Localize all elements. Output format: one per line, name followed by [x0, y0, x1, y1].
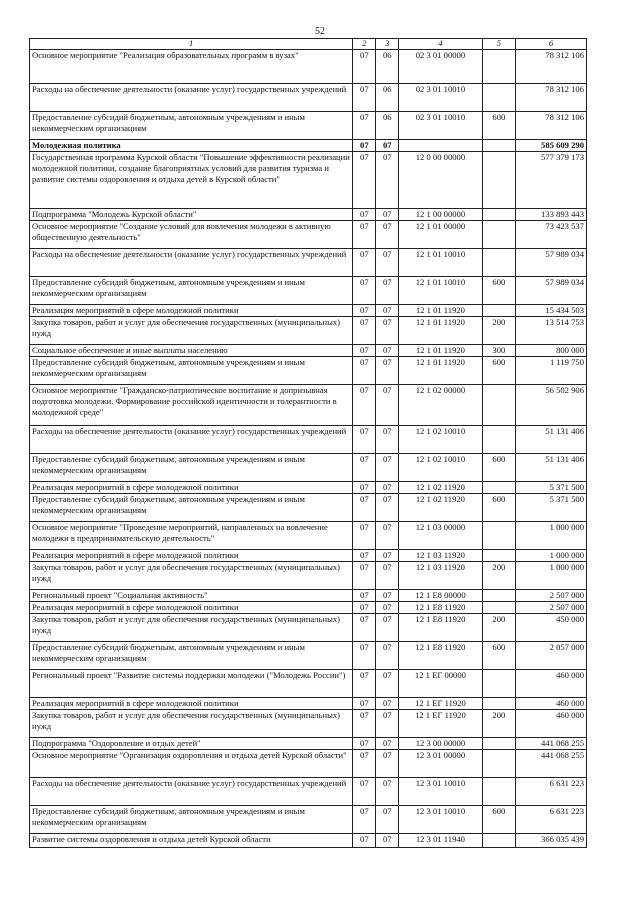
section-code: 07	[353, 152, 376, 209]
budget-item-name: Предоставление субсидий бюджетным, автономным учреждениям и иным некоммерческим организациям	[30, 112, 353, 140]
section-code: 07	[353, 277, 376, 305]
budget-item-name: Предоставление субсидий бюджетным, автономным учреждениям и иным некоммерческим организациям	[30, 357, 353, 385]
table-row	[30, 426, 587, 454]
budget-item-name: Основное мероприятие "Создание условий для вовлечения молодежи в активную общественную деятельность"	[30, 221, 353, 249]
table-row	[30, 614, 587, 642]
subsection-code: 07	[376, 277, 399, 305]
table-row	[30, 454, 587, 482]
table-row	[30, 112, 587, 140]
budget-item-name: Закупка товаров, работ и услуг для обеспечения государственных (муниципальных) нужд	[30, 614, 353, 642]
expense-type-code	[482, 550, 515, 562]
budget-item-name: Реализация мероприятий в сфере молодежной политики	[30, 698, 353, 710]
subsection-code: 07	[376, 670, 399, 698]
target-article-code: 12 1 03 11920	[399, 550, 482, 562]
amount: 78 312 106	[516, 50, 587, 84]
expense-type-code	[482, 778, 515, 806]
budget-item-name: Социальное обеспечение и иные выплаты населению	[30, 345, 353, 357]
table-row	[30, 305, 587, 317]
expense-type-code	[482, 84, 515, 112]
expense-type-code	[482, 750, 515, 778]
target-article-code: 12 1 02 10010	[399, 426, 482, 454]
subsection-code: 07	[376, 221, 399, 249]
expense-type-code: 600	[482, 277, 515, 305]
table-row	[30, 277, 587, 305]
subsection-code: 06	[376, 84, 399, 112]
table-row	[30, 778, 587, 806]
budget-item-name: Предоставление субсидий бюджетным, автономным учреждениям и иным некоммерческим организациям	[30, 494, 353, 522]
target-article-code: 02 3 01 10010	[399, 112, 482, 140]
target-article-code: 12 1 EГ 11920	[399, 698, 482, 710]
table-row	[30, 710, 587, 738]
target-article-code: 12 1 01 10010	[399, 249, 482, 277]
table-row	[30, 642, 587, 670]
target-article-code: 12 1 E8 00000	[399, 590, 482, 602]
expense-type-code	[482, 834, 515, 848]
table-row	[30, 522, 587, 550]
expense-type-code	[482, 140, 515, 152]
expense-type-code: 300	[482, 345, 515, 357]
amount: 5 371 500	[516, 482, 587, 494]
budget-item-name: Расходы на обеспечение деятельности (оказание услуг) государственных учреждений	[30, 84, 353, 112]
target-article-code: 12 1 01 11920	[399, 305, 482, 317]
budget-item-name: Реализация мероприятий в сфере молодежной политики	[30, 482, 353, 494]
amount: 73 423 537	[516, 221, 587, 249]
target-article-code: 12 1 EГ 11920	[399, 710, 482, 738]
budget-item-name: Предоставление субсидий бюджетным, автономным учреждениям и иным некоммерческим организациям	[30, 642, 353, 670]
amount: 13 514 753	[516, 317, 587, 345]
subsection-code: 07	[376, 317, 399, 345]
expense-type-code: 600	[482, 642, 515, 670]
amount: 6 631 223	[516, 806, 587, 834]
table-row	[30, 834, 587, 848]
section-code: 07	[353, 345, 376, 357]
budget-item-name: Расходы на обеспечение деятельности (оказание услуг) государственных учреждений	[30, 426, 353, 454]
amount: 133 893 443	[516, 209, 587, 221]
subsection-code: 07	[376, 249, 399, 277]
amount: 460 000	[516, 698, 587, 710]
budget-item-name: Реализация мероприятий в сфере молодежной политики	[30, 305, 353, 317]
section-code: 07	[353, 209, 376, 221]
amount: 56 502 906	[516, 385, 587, 426]
target-article-code: 12 3 01 11940	[399, 834, 482, 848]
amount: 450 000	[516, 614, 587, 642]
table-row	[30, 698, 587, 710]
target-article-code: 12 3 01 10010	[399, 806, 482, 834]
expense-type-code	[482, 738, 515, 750]
amount: 5 371 500	[516, 494, 587, 522]
table-row	[30, 494, 587, 522]
amount: 1 119 750	[516, 357, 587, 385]
target-article-code: 02 3 01 10010	[399, 84, 482, 112]
target-article-code: 12 3 01 10010	[399, 778, 482, 806]
budget-item-name: Основное мероприятие "Организация оздоровления и отдыха детей Курской области"	[30, 750, 353, 778]
amount: 441 068 255	[516, 750, 587, 778]
expense-type-code	[482, 209, 515, 221]
budget-item-name: Подпрограмма "Молодежь Курской области"	[30, 209, 353, 221]
target-article-code: 12 1 EГ 00000	[399, 670, 482, 698]
target-article-code: 12 1 01 10010	[399, 277, 482, 305]
target-article-code: 12 1 02 11920	[399, 482, 482, 494]
amount: 6 631 223	[516, 778, 587, 806]
subsection-code: 07	[376, 140, 399, 152]
subsection-code: 07	[376, 345, 399, 357]
subsection-code: 07	[376, 357, 399, 385]
subsection-code: 07	[376, 454, 399, 482]
section-code: 07	[353, 50, 376, 84]
subsection-code: 07	[376, 590, 399, 602]
amount: 577 379 173	[516, 152, 587, 209]
subsection-code: 07	[376, 305, 399, 317]
table-row	[30, 209, 587, 221]
amount: 15 434 503	[516, 305, 587, 317]
table-row	[30, 221, 587, 249]
table-row	[30, 317, 587, 345]
target-article-code: 12 1 E8 11920	[399, 614, 482, 642]
target-article-code	[399, 140, 482, 152]
table-row	[30, 806, 587, 834]
target-article-code: 12 1 02 11920	[399, 494, 482, 522]
subsection-code: 07	[376, 806, 399, 834]
budget-item-name: Реализация мероприятий в сфере молодежной политики	[30, 550, 353, 562]
amount: 57 989 034	[516, 277, 587, 305]
subsection-code: 06	[376, 112, 399, 140]
target-article-code: 12 1 02 10010	[399, 454, 482, 482]
budget-item-name: Подпрограмма "Оздоровление и отдых детей"	[30, 738, 353, 750]
section-code: 07	[353, 642, 376, 670]
subsection-code: 07	[376, 834, 399, 848]
amount: 1 000 000	[516, 522, 587, 550]
table-row	[30, 249, 587, 277]
section-code: 07	[353, 778, 376, 806]
expense-type-code	[482, 426, 515, 454]
budget-item-name: Государственная программа Курской области "Повышение эффективности реализации молодежной политики, создание благоприятных условий для развития туризма и развитие системы оздоровления и отдыха детей в Курской области"	[30, 152, 353, 209]
subsection-code: 07	[376, 494, 399, 522]
table-row	[30, 482, 587, 494]
section-code: 07	[353, 454, 376, 482]
budget-item-name: Основное мероприятие "Проведение мероприятий, направленных на вовлечение молодежи в предпринимательскую деятельность"	[30, 522, 353, 550]
section-code: 07	[353, 750, 376, 778]
expense-type-code: 600	[482, 357, 515, 385]
expense-type-code	[482, 305, 515, 317]
expense-type-code: 600	[482, 494, 515, 522]
budget-item-name: Закупка товаров, работ и услуг для обеспечения государственных (муниципальных) нужд	[30, 562, 353, 590]
expense-type-code	[482, 670, 515, 698]
budget-item-name: Реализация мероприятий в сфере молодежной политики	[30, 602, 353, 614]
column-header-1: 1	[30, 39, 353, 50]
amount: 2 057 000	[516, 642, 587, 670]
budget-item-name: Региональный проект "Развитие системы поддержки молодежи ("Молодежь России")	[30, 670, 353, 698]
amount: 585 609 290	[516, 140, 587, 152]
amount: 2 507 000	[516, 602, 587, 614]
table-row	[30, 590, 587, 602]
subsection-code: 07	[376, 710, 399, 738]
amount: 1 000 000	[516, 562, 587, 590]
subsection-code: 07	[376, 385, 399, 426]
subsection-code: 07	[376, 522, 399, 550]
table-row	[30, 140, 587, 152]
amount: 78 312 106	[516, 112, 587, 140]
column-header-3: 3	[376, 39, 399, 50]
section-code: 07	[353, 590, 376, 602]
section-code: 07	[353, 834, 376, 848]
amount: 441 068 255	[516, 738, 587, 750]
section-code: 07	[353, 698, 376, 710]
table-row	[30, 385, 587, 426]
subsection-code: 07	[376, 550, 399, 562]
subsection-code: 06	[376, 50, 399, 84]
expense-type-code	[482, 602, 515, 614]
section-code: 07	[353, 670, 376, 698]
subsection-code: 07	[376, 750, 399, 778]
target-article-code: 12 1 01 11920	[399, 357, 482, 385]
expense-type-code	[482, 482, 515, 494]
amount: 51 131 406	[516, 454, 587, 482]
target-article-code: 12 3 01 00000	[399, 750, 482, 778]
budget-item-name: Основное мероприятие "Гражданско-патриотическое воспитание и допризывная подготовка молодежи. Формирование российской идентичности и толерантности в молодежной среде"	[30, 385, 353, 426]
page-number: 52	[315, 26, 325, 37]
table-row	[30, 562, 587, 590]
subsection-code: 07	[376, 152, 399, 209]
table-row	[30, 50, 587, 84]
expense-type-code: 200	[482, 317, 515, 345]
budget-item-name: Расходы на обеспечение деятельности (оказание услуг) государственных учреждений	[30, 249, 353, 277]
expense-type-code	[482, 50, 515, 84]
table-row	[30, 750, 587, 778]
section-code: 07	[353, 522, 376, 550]
section-code: 07	[353, 221, 376, 249]
table-row	[30, 738, 587, 750]
target-article-code: 12 1 01 11920	[399, 345, 482, 357]
amount: 460 000	[516, 670, 587, 698]
expense-type-code: 200	[482, 614, 515, 642]
amount: 57 989 034	[516, 249, 587, 277]
expense-type-code	[482, 221, 515, 249]
section-code: 07	[353, 562, 376, 590]
budget-item-name: Молодежная политика	[30, 140, 353, 152]
section-code: 07	[353, 317, 376, 345]
expense-type-code	[482, 385, 515, 426]
section-code: 07	[353, 112, 376, 140]
budget-item-name: Предоставление субсидий бюджетным, автономным учреждениям и иным некоммерческим организациям	[30, 806, 353, 834]
subsection-code: 07	[376, 426, 399, 454]
budget-item-name: Закупка товаров, работ и услуг для обеспечения государственных (муниципальных) нужд	[30, 710, 353, 738]
budget-item-name: Развитие системы оздоровления и отдыха детей Курской области	[30, 834, 353, 848]
section-code: 07	[353, 140, 376, 152]
target-article-code: 12 3 00 00000	[399, 738, 482, 750]
subsection-code: 07	[376, 602, 399, 614]
budget-item-name: Предоставление субсидий бюджетным, автономным учреждениям и иным некоммерческим организациям	[30, 277, 353, 305]
subsection-code: 07	[376, 698, 399, 710]
section-code: 07	[353, 84, 376, 112]
target-article-code: 12 1 E8 11920	[399, 602, 482, 614]
subsection-code: 07	[376, 209, 399, 221]
budget-table	[29, 38, 587, 848]
subsection-code: 07	[376, 642, 399, 670]
expense-type-code: 600	[482, 112, 515, 140]
expense-type-code: 600	[482, 806, 515, 834]
section-code: 07	[353, 494, 376, 522]
amount: 460 000	[516, 710, 587, 738]
target-article-code: 12 0 00 00000	[399, 152, 482, 209]
subsection-code: 07	[376, 738, 399, 750]
column-header-6: 6	[516, 39, 587, 50]
column-header-5: 5	[482, 39, 515, 50]
section-code: 07	[353, 426, 376, 454]
subsection-code: 07	[376, 778, 399, 806]
section-code: 07	[353, 806, 376, 834]
expense-type-code: 200	[482, 562, 515, 590]
budget-item-name: Региональный проект "Социальная активность"	[30, 590, 353, 602]
amount: 78 312 106	[516, 84, 587, 112]
section-code: 07	[353, 249, 376, 277]
amount: 51 131 406	[516, 426, 587, 454]
table-row	[30, 357, 587, 385]
section-code: 07	[353, 385, 376, 426]
target-article-code: 02 3 01 00000	[399, 50, 482, 84]
section-code: 07	[353, 550, 376, 562]
column-header-2: 2	[353, 39, 376, 50]
expense-type-code	[482, 152, 515, 209]
target-article-code: 12 1 00 00000	[399, 209, 482, 221]
table-row	[30, 152, 587, 209]
subsection-code: 07	[376, 614, 399, 642]
table-row	[30, 345, 587, 357]
expense-type-code	[482, 522, 515, 550]
amount: 2 507 000	[516, 590, 587, 602]
amount: 366 035 439	[516, 834, 587, 848]
expense-type-code: 200	[482, 710, 515, 738]
section-code: 07	[353, 710, 376, 738]
expense-type-code	[482, 698, 515, 710]
budget-item-name: Закупка товаров, работ и услуг для обеспечения государственных (муниципальных) нужд	[30, 317, 353, 345]
table-body	[30, 50, 587, 848]
section-code: 07	[353, 602, 376, 614]
target-article-code: 12 1 02 00000	[399, 385, 482, 426]
expense-type-code	[482, 590, 515, 602]
section-code: 07	[353, 614, 376, 642]
expense-type-code: 600	[482, 454, 515, 482]
section-code: 07	[353, 738, 376, 750]
target-article-code: 12 1 01 11920	[399, 317, 482, 345]
column-header-4: 4	[399, 39, 482, 50]
table-row	[30, 670, 587, 698]
subsection-code: 07	[376, 562, 399, 590]
subsection-code: 07	[376, 482, 399, 494]
budget-item-name: Предоставление субсидий бюджетным, автономным учреждениям и иным некоммерческим организациям	[30, 454, 353, 482]
target-article-code: 12 1 01 00000	[399, 221, 482, 249]
target-article-code: 12 1 03 00000	[399, 522, 482, 550]
section-code: 07	[353, 357, 376, 385]
amount: 1 000 000	[516, 550, 587, 562]
table-row	[30, 550, 587, 562]
table-header-row	[30, 39, 587, 50]
target-article-code: 12 1 03 11920	[399, 562, 482, 590]
budget-item-name: Расходы на обеспечение деятельности (оказание услуг) государственных учреждений	[30, 778, 353, 806]
table-row	[30, 84, 587, 112]
amount: 800 000	[516, 345, 587, 357]
target-article-code: 12 1 E8 11920	[399, 642, 482, 670]
section-code: 07	[353, 482, 376, 494]
table-row	[30, 602, 587, 614]
section-code: 07	[353, 305, 376, 317]
budget-item-name: Основное мероприятие "Реализация образовательных программ в вузах"	[30, 50, 353, 84]
expense-type-code	[482, 249, 515, 277]
